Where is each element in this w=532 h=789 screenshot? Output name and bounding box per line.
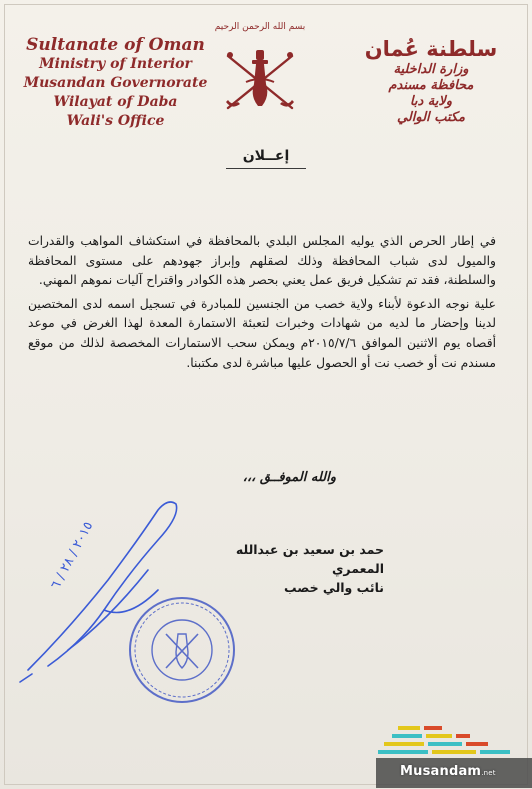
letterhead-en-governorate: Musandan Governorate	[23, 75, 208, 91]
official-stamp	[126, 594, 238, 706]
watermark-site: Musandam	[400, 764, 482, 779]
letterhead-en-country: Sultanate of Oman	[26, 35, 205, 55]
announcement-title: إعــلان	[242, 148, 290, 164]
letterhead-en-wilayat: Wilayat of Daba	[53, 94, 178, 110]
watermark-text	[400, 764, 496, 779]
letterhead-ar-wilayat: ولاية دبا	[409, 94, 453, 109]
khanjar-emblem	[218, 44, 302, 116]
title-underline	[226, 168, 306, 169]
body-paragraph-2: علية نوجه الدعوة لأبناء ولاية خصب من الجنسين للمبادرة في تسجيل اسمه لدى المختصين لدينا وإحضار ما لديه من شهادات وخبرات لتعبئة الاستمارة المعدة لهذا الغرض في موعد أقصاه يوم الاثنين الموافق ٢٠١٥/٧/٦م ويمكن سحب الاستمارات المخصصة لذلك من موقع مسندم نت أو خصب نت أو الحصول عليها مباشرة لدى مكتبنا.	[28, 296, 496, 370]
english-letterhead	[18, 36, 213, 131]
arabic-letterhead	[346, 36, 516, 126]
letterhead-ar-office: مكتب الوالي	[396, 110, 466, 125]
letterhead-en-ministry: Ministry of Interior	[39, 56, 192, 72]
signatory-name: حمد بن سعيد بن عبدالله المعمري	[235, 542, 384, 576]
signatory-block	[204, 540, 384, 597]
closing-phrase: والله الموفــق ،،،	[242, 470, 336, 485]
watermark-suffix: .net	[481, 769, 496, 777]
letterhead-ar-governorate: محافظة مسندم	[388, 78, 474, 93]
letterhead-ar-country: سلطنة عُمان	[364, 37, 498, 61]
signatory-title: نائب والي خصب	[284, 580, 384, 595]
announcement-body	[28, 232, 496, 377]
body-paragraph-1: في إطار الحرص الذي يوليه المجلس البلدي بالمحافظة في استكشاف المواهب والقدرات والميول لدى شباب المحافظة وذلك لصقلهم وإبراز جهودهم على مستوى المحافظة والسلطنة، فقد تم تشكيل فريق عمل يعني بحصر هذه الكوادر واقتراح آليات نموهم المهني.	[28, 234, 496, 288]
basmala: بسم الله الرحمن الرحيم	[214, 22, 306, 32]
letterhead-en-office: Wali's Office	[66, 113, 165, 129]
letterhead-ar-ministry: وزارة الداخلية	[393, 62, 469, 77]
handwritten-date: ٢٠١٥ / ٢٨ / ٦	[48, 519, 97, 592]
